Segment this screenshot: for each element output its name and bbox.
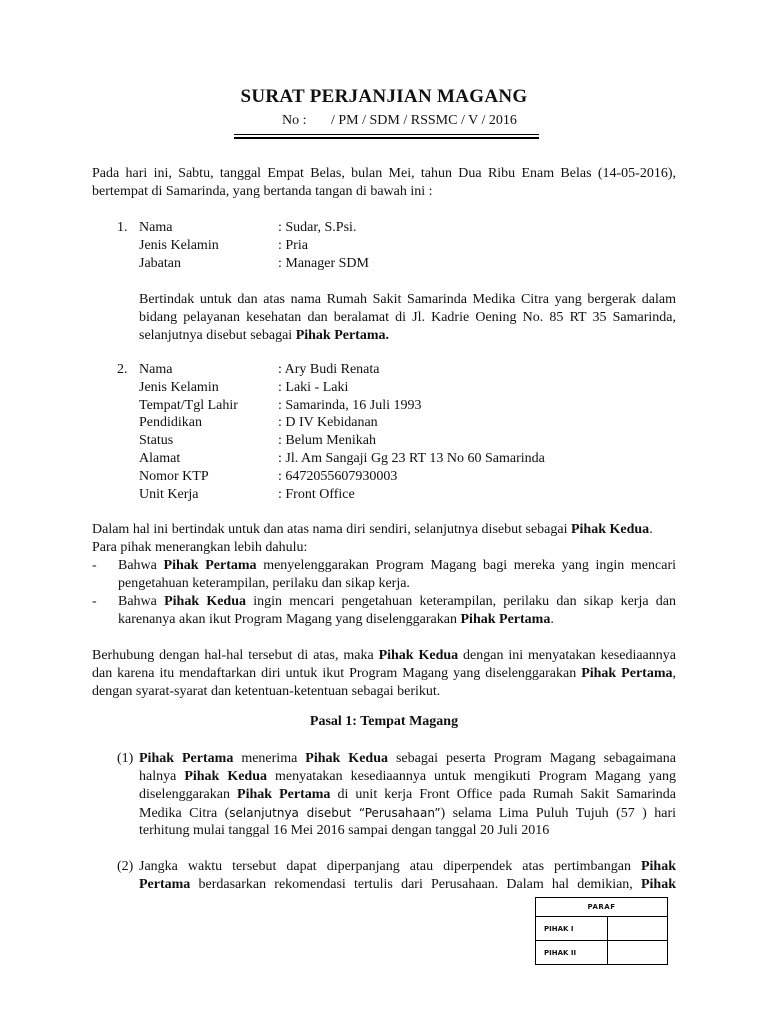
- bullet-1-line-2: pengetahuan keterampilan, perilaku dan sikap kerja.: [118, 576, 410, 591]
- party-label-bold: Pihak: [640, 877, 676, 892]
- text: diselenggarakan: [139, 787, 238, 802]
- text: Jangka waktu tersebut dapat diperpanjang atau diperpendek atas pertimbangan: [139, 859, 641, 874]
- party-label-bold: Pihak Pertama: [139, 751, 234, 766]
- field-value: : Laki - Laki: [278, 380, 349, 395]
- field-label: Alamat: [139, 451, 181, 466]
- party-label-bold: Pertama: [139, 877, 191, 892]
- field-label: Nama: [139, 362, 173, 377]
- party-label-bold: Pihak Pertama: [460, 612, 551, 627]
- bullet-2-line-2: [118, 611, 676, 629]
- intro-line-2: bertempat di Samarinda, yang bertanda tangan di bawah ini :: [92, 184, 433, 199]
- field-label: Pendidikan: [139, 415, 202, 430]
- clause-1-line-3: [139, 786, 676, 804]
- text: menyatakan kesediaannya untuk mengikuti Program Magang yang: [267, 769, 676, 784]
- bullet-dash: -: [92, 558, 97, 573]
- text: Bahwa: [118, 594, 165, 609]
- document-title: SURAT PERJANJIAN MAGANG: [240, 86, 528, 107]
- clause-2-line-2: [139, 876, 676, 894]
- text: menerima: [233, 751, 306, 766]
- clause-1-line-4: [139, 804, 676, 823]
- party-label-bold: Pihak Pertama: [163, 558, 257, 573]
- field-label: Status: [139, 433, 174, 448]
- party-label-bold: Pihak Pertama.: [295, 328, 390, 343]
- consider-line-1: [92, 647, 676, 665]
- title-underline-thin: [234, 134, 539, 135]
- text: dan karena itu mendaftarkan diri untuk ikut Program Magang yang diselenggarakan: [92, 666, 582, 681]
- bullet-2-line-1: [118, 593, 676, 611]
- party-label-bold: Pihak Kedua: [184, 769, 267, 784]
- field-value: : Jl. Am Sangaji Gg 23 RT 13 No 60 Samarinda: [278, 451, 545, 466]
- text: halnya: [139, 769, 185, 784]
- field-value: : Front Office: [278, 487, 355, 502]
- consider-line-3: dengan syarat-syarat dan ketentuan-ketentuan sebagai berikut.: [92, 684, 441, 699]
- text: Berhubung dengan hal-hal tersebut di atas, maka: [92, 648, 379, 663]
- text: Bahwa: [118, 558, 164, 573]
- text: ) selama Lima Puluh Tujuh (57 ) hari: [440, 806, 677, 821]
- field-label: Jenis Kelamin: [139, 380, 219, 395]
- party2-number: 2.: [117, 362, 128, 377]
- paraf-header: PARAF: [536, 898, 668, 917]
- field-value: : D IV Kebidanan: [278, 415, 378, 430]
- party1-number: 1.: [117, 220, 128, 235]
- text: ingin mencari pengetahuan keterampilan, perilaku dan sikap kerja dan: [246, 594, 676, 609]
- field-label: Nomor KTP: [139, 469, 209, 484]
- field-value: : Pria: [278, 238, 308, 253]
- clause-1-line-1: [139, 750, 676, 768]
- text: di unit kerja Front Office pada Rumah Sakit Samarinda: [330, 787, 676, 802]
- party1-desc-line-2: bidang pelayanan kesehatan dan beralamat di Jl. Kadrie Oening No. 85 RT 35 Samarinda,: [139, 310, 676, 325]
- clause-1-line-5: terhitung mulai tanggal 16 Mei 2016 sampai dengan tanggal 20 Juli 2016: [139, 823, 550, 838]
- pasal-1-heading: Pasal 1: Tempat Magang: [309, 714, 459, 729]
- text: selanjutnya disebut sebagai: [139, 328, 296, 343]
- paraf-row-pihak-2-label: PIHAK II: [536, 941, 608, 965]
- bullet-1-line-1: [118, 557, 676, 575]
- party-label-bold: Pihak Kedua: [164, 594, 247, 609]
- party-label-bold: Pihak Pertama: [237, 787, 331, 802]
- field-value: : Ary Budi Renata: [278, 362, 380, 377]
- field-label: Unit Kerja: [139, 487, 199, 502]
- text: ,: [672, 666, 676, 681]
- party-label-bold: Pihak Pertama: [581, 666, 673, 681]
- consider-line-2: [92, 665, 676, 683]
- text: karenanya akan ikut Program Magang yang diselenggarakan: [118, 612, 461, 627]
- text: Dalam hal ini bertindak untuk dan atas nama diri sendiri, selanjutnya disebut sebagai: [92, 522, 571, 537]
- field-value: : Manager SDM: [278, 256, 369, 271]
- clause-2-number: (2): [117, 859, 134, 874]
- field-value: : Sudar, S.Psi.: [278, 220, 357, 235]
- party-label-bold: Pihak Kedua: [378, 648, 459, 663]
- clause-2-line-1: [139, 858, 676, 876]
- party1-desc-line-1: Bertindak untuk dan atas nama Rumah Sakit Samarinda Medika Citra yang bergerak dalam: [139, 292, 676, 307]
- text: menyelenggarakan Program Magang bagi mereka yang ingin mencari: [256, 558, 676, 573]
- paraf-row-pihak-1-label: PIHAK I: [536, 917, 608, 941]
- party1-desc-line-3: [139, 327, 676, 345]
- clause-1-line-2: [139, 768, 676, 786]
- paraf-table: [535, 897, 668, 965]
- text: .: [649, 522, 653, 537]
- text: dengan ini menyatakan kesediaannya: [458, 648, 676, 663]
- field-label: Nama: [139, 220, 173, 235]
- party-label-bold: Pihak Kedua: [305, 751, 388, 766]
- field-label: Tempat/Tgl Lahir: [139, 398, 238, 413]
- clause-1-number: (1): [117, 751, 134, 766]
- text: berdasarkan rekomendasi tertulis dari Perusahaan. Dalam hal demikian,: [190, 877, 641, 892]
- field-value: : Belum Menikah: [278, 433, 376, 448]
- text: .: [550, 612, 554, 627]
- field-label: Jabatan: [139, 256, 181, 271]
- intro-line-1: Pada hari ini, Sabtu, tanggal Empat Belas, bulan Mei, tahun Dua Ribu Enam Belas (14-05-2016),: [92, 166, 676, 181]
- paraf-signature-cell-1[interactable]: [607, 917, 667, 941]
- title-underline-thick: [234, 137, 539, 139]
- field-value: : Samarinda, 16 Juli 1993: [278, 398, 422, 413]
- document-number: No : / PM / SDM / RSSMC / V / 2016: [282, 113, 517, 128]
- statement-line-2: Para pihak menerangkan lebih dahulu:: [92, 540, 308, 555]
- field-label: Jenis Kelamin: [139, 238, 219, 253]
- text: selanjutnya disebut “Perusahaan”: [229, 806, 441, 820]
- party-label-bold: Pihak Kedua: [570, 522, 650, 537]
- statement-line-1: [92, 521, 676, 539]
- text: sebagai peserta Program Magang sebagaimana: [387, 751, 676, 766]
- bullet-dash: -: [92, 594, 97, 609]
- paraf-signature-cell-2[interactable]: [607, 941, 667, 965]
- text: Medika Citra (: [139, 806, 230, 821]
- party-label-bold: Pihak: [640, 859, 676, 874]
- field-value: : 6472055607930003: [278, 469, 398, 484]
